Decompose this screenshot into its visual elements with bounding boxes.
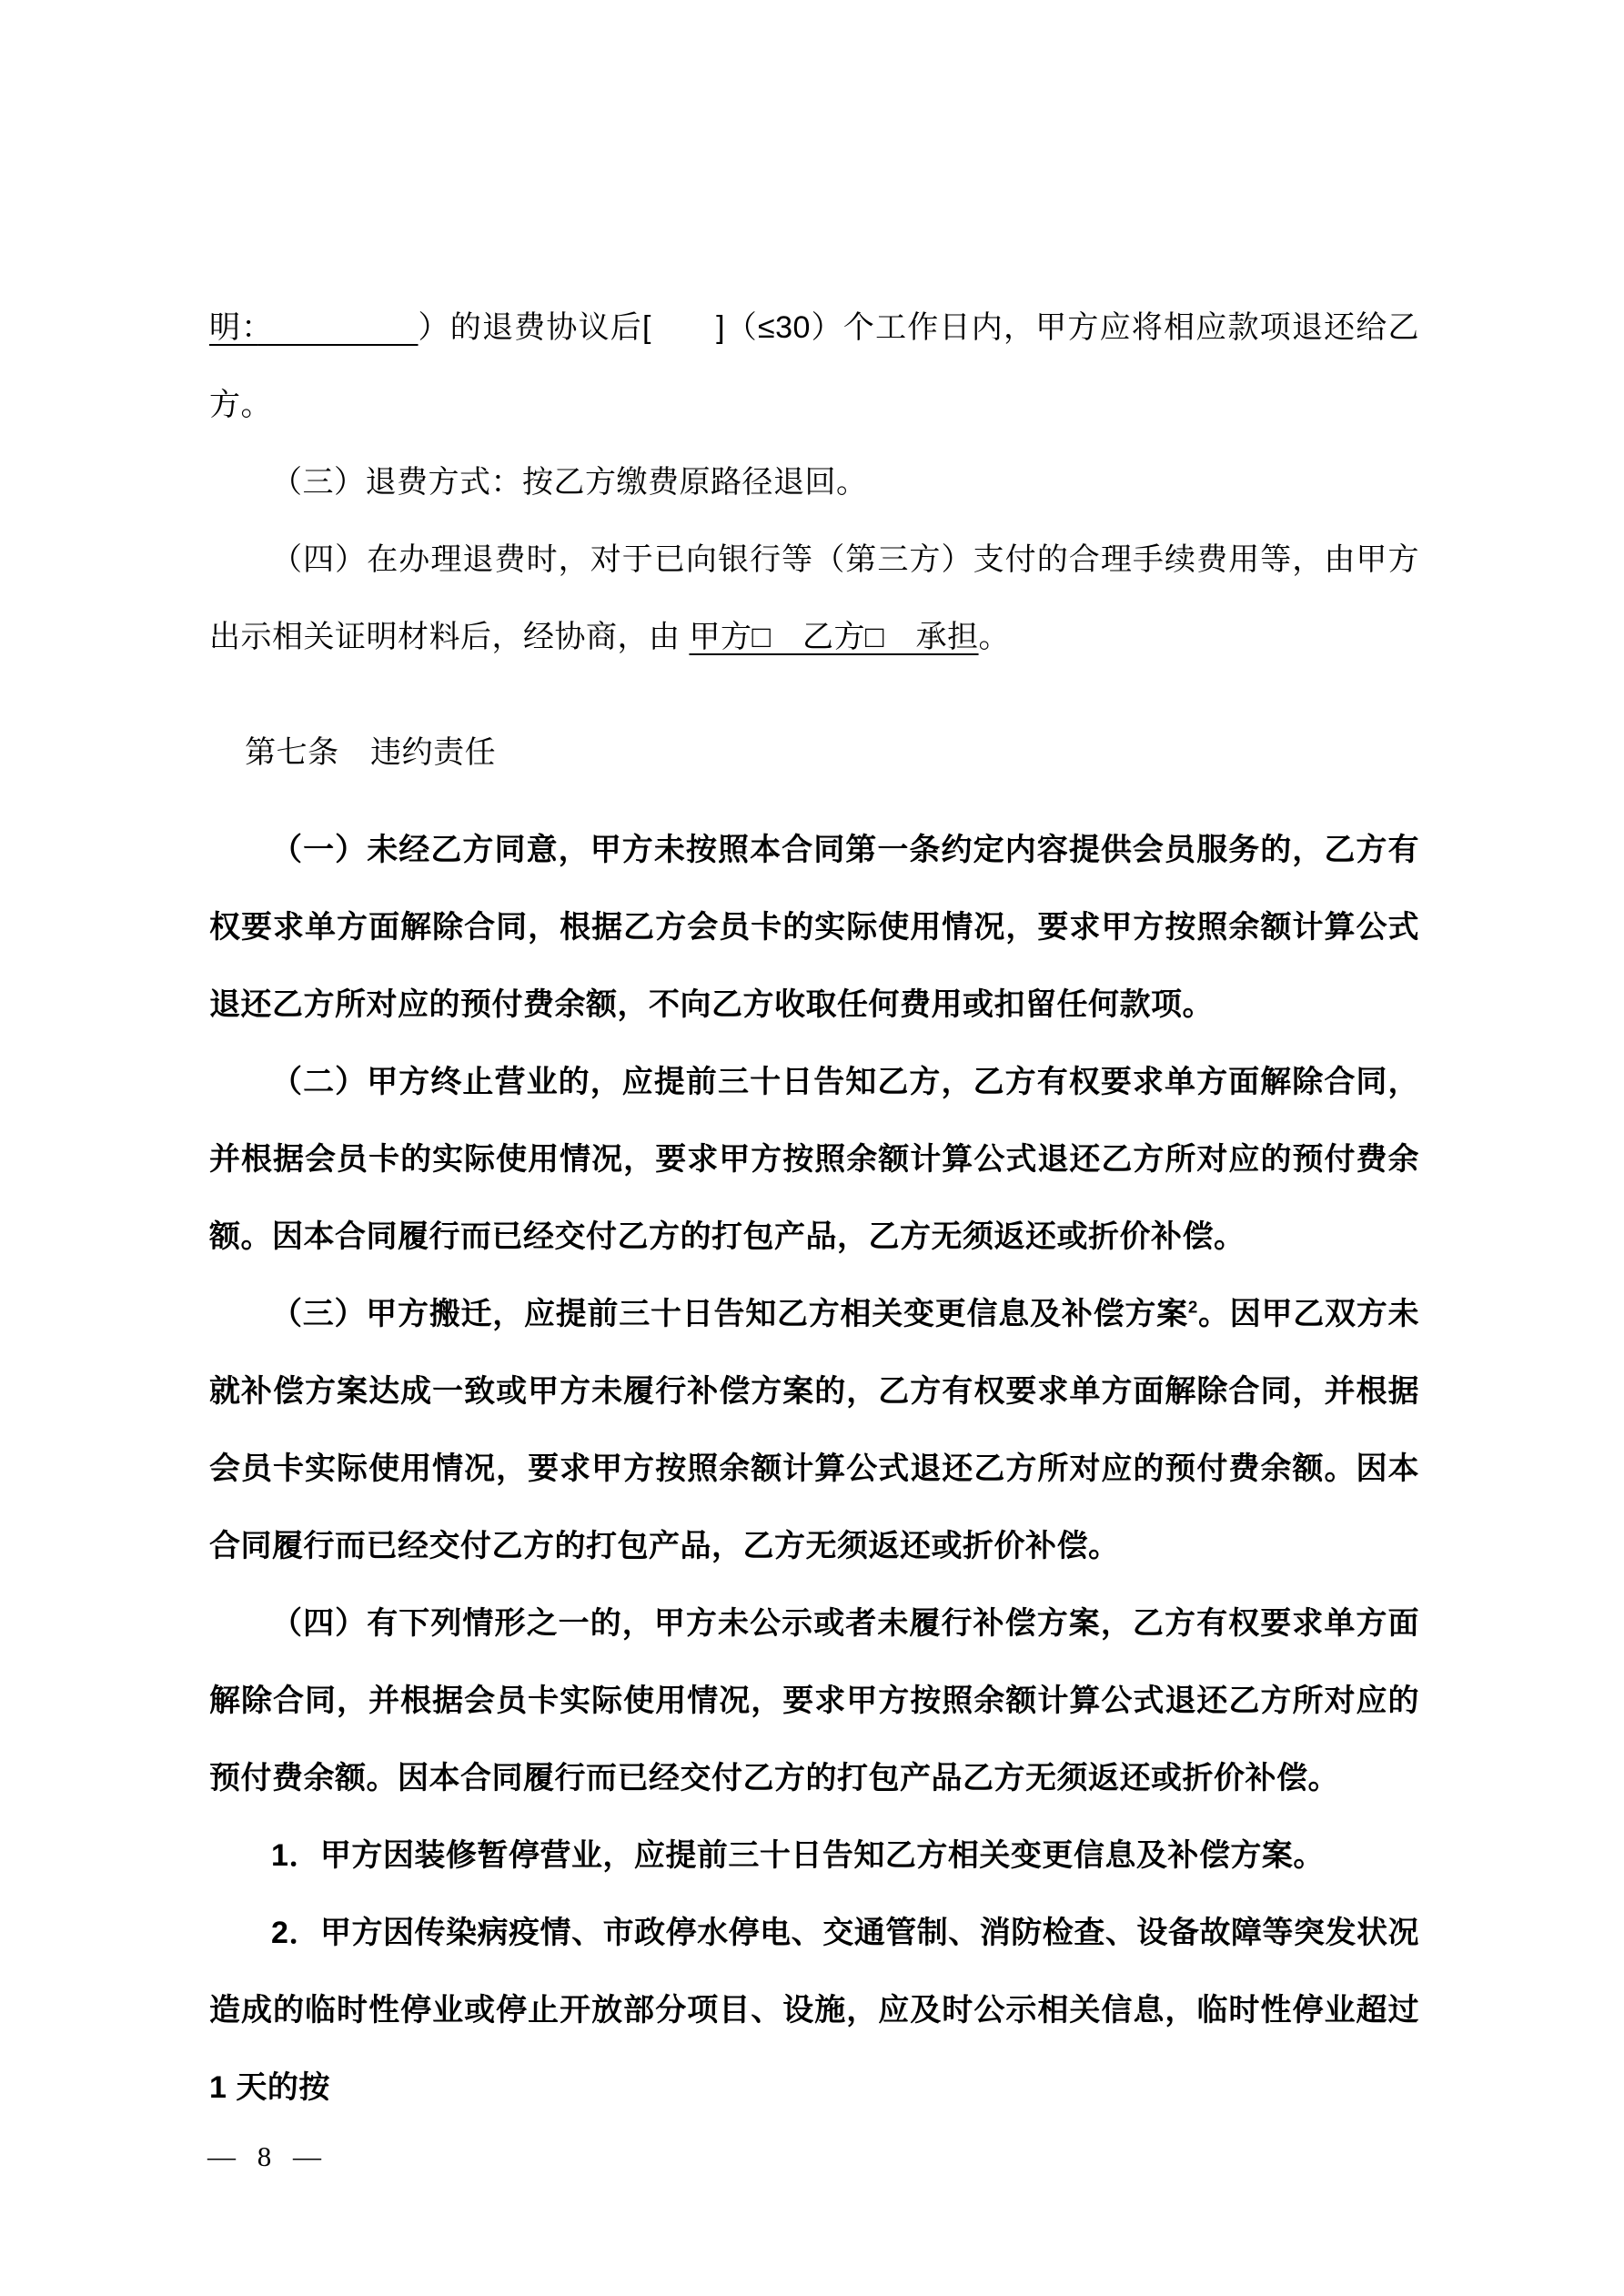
text-segment: 。: [978, 620, 1011, 654]
text-segment: 。因甲乙双方未就补偿方案达成一致或甲方未履行补偿方案的，乙方有权要求单方面解除合同，并根据会员卡实际使用情况，要求甲方按照余额计算公式退还乙方所对应的预付费余额。因本合同履行而已经交付乙方的打包产品，乙方无须返还或折价补偿。: [209, 1297, 1420, 1563]
refund-method-item-3: [209, 444, 1419, 521]
text-segment: （三）退费方式：按乙方缴费原路径退回。: [271, 465, 868, 500]
footnote-reference: 2: [1187, 1297, 1198, 1317]
document-body: [209, 289, 1419, 2127]
page-number-footer: — 8 —: [207, 2140, 328, 2172]
breach-clause-1: [209, 812, 1419, 1044]
breach-sub-item-1: [209, 1817, 1419, 1895]
text-segment: （二）甲方终止营业的，应提前三十日告知乙方，乙方有权要求单方面解除合同，并根据会员卡的实际使用情况，要求甲方按照余额计算公式退还乙方所对应的预付费余额。因本合同履行而已经交付乙方的打包产品，乙方无须返还或折价补偿。: [209, 1065, 1419, 1254]
text-segment: 1．甲方因装修暂停营业，应提前三十日告知乙方相关变更信息及补偿方案。: [271, 1838, 1325, 1873]
text-segment: 2．甲方因传染病疫情、市政停水停电、交通管制、消防检查、设备故障等突发状况造成的临时性停业或停止开放部分项目、设施，应及时公示相关信息，临时性停业超过 1 天的按: [209, 1916, 1419, 2105]
text-segment: ）的退费协议后[ ]（≤30）个工作日内，甲方应将相应款项退还给乙方。: [209, 310, 1420, 422]
text-segment: （一）未经乙方同意，甲方未按照本合同第一条约定内容提供会员服务的，乙方有权要求单方面解除合同，根据乙方会员卡的实际使用情况，要求甲方按照余额计算公式退还乙方所对应的预付费余额，不向乙方收取任何费用或扣留任何款项。: [209, 833, 1419, 1022]
underlined-fill-in: 明：: [209, 310, 258, 345]
underlined-fill-in: [257, 310, 418, 345]
article-7-heading: [209, 714, 1419, 792]
breach-clause-2: [209, 1044, 1419, 1276]
underlined-fill-in: 甲方□ 乙方□ 承担: [689, 620, 979, 654]
text-segment: （四）在办理退费时，对于已向银行等（第三方）支付的合理手续费用等，由甲方出示相关证明材料后，经协商，由: [209, 542, 1419, 654]
refund-fee-item-4: [209, 521, 1419, 676]
breach-sub-item-2: [209, 1895, 1419, 2127]
breach-clause-4: [209, 1585, 1419, 1817]
text-segment: （三）甲方搬迁，应提前三十日告知乙方相关变更信息及补偿方案: [271, 1297, 1188, 1331]
breach-clause-3: [209, 1276, 1419, 1585]
text-segment: 第七条 违约责任: [245, 735, 497, 770]
refund-agreement-continuation: [209, 289, 1419, 444]
text-segment: （四）有下列情形之一的，甲方未公示或者未履行补偿方案，乙方有权要求单方面解除合同，并根据会员卡实际使用情况，要求甲方按照余额计算公式退还乙方所对应的预付费余额。因本合同履行而已经交付乙方的打包产品乙方无须返还或折价补偿。: [209, 1606, 1419, 1795]
